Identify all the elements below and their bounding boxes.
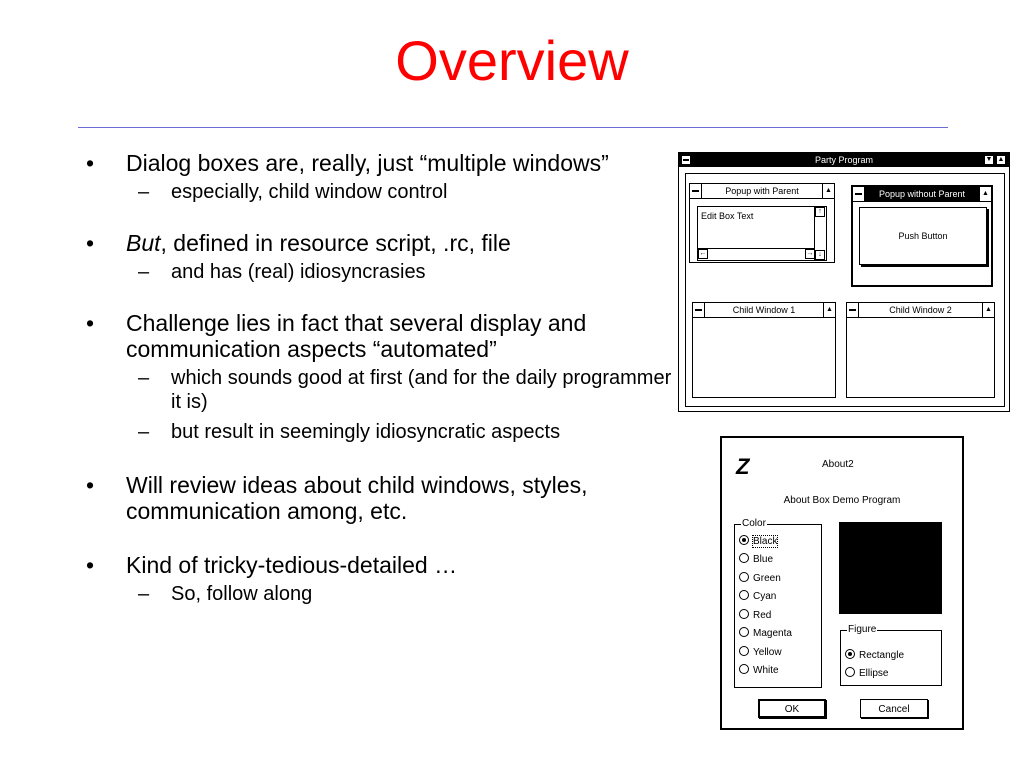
radio-label: Blue	[753, 554, 774, 565]
radio-rectangle[interactable]	[845, 649, 904, 661]
sub-bullet-item	[78, 582, 678, 606]
bullet-text: , defined in resource script, .rc, file	[160, 230, 511, 256]
radio-label: White	[753, 665, 779, 676]
groupbox-label: Figure	[848, 624, 877, 635]
party-program-window	[678, 152, 1010, 412]
maximize-icon[interactable]: ▲	[979, 187, 991, 201]
dash-icon: –	[138, 421, 150, 443]
scroll-right-icon[interactable]: →	[806, 250, 814, 257]
popup-without-parent-window	[851, 185, 993, 287]
radio-label: Cyan	[753, 591, 777, 602]
child-window-2	[846, 302, 995, 398]
scroll-down-icon[interactable]: ↓	[815, 250, 825, 260]
bullet-dot-icon: •	[86, 150, 95, 176]
radio-label: Magenta	[753, 628, 792, 639]
bullet-dot-icon: •	[86, 230, 95, 256]
bullet-item	[78, 230, 678, 256]
bullet-dot-icon: •	[86, 472, 95, 498]
bullet-item	[78, 552, 678, 578]
radio-white[interactable]	[739, 664, 779, 676]
scroll-left-icon[interactable]: ←	[699, 250, 707, 257]
sub-bullet-item	[78, 180, 678, 204]
edit-box[interactable]	[697, 206, 827, 261]
color-groupbox	[734, 518, 822, 688]
app-logo-icon: Z	[736, 454, 750, 479]
window-title: Child Window 1	[732, 305, 796, 315]
window-title: Party Program	[814, 155, 874, 165]
radio-unselected-icon	[739, 646, 749, 656]
window-title: Popup with Parent	[725, 186, 799, 196]
sub-bullet-text: especially, child window control	[171, 181, 448, 203]
vertical-scrollbar[interactable]	[814, 207, 826, 260]
title-divider	[78, 127, 948, 128]
system-menu-icon[interactable]	[690, 184, 702, 198]
radio-label: Black	[753, 536, 778, 547]
maximize-icon[interactable]: ▲	[982, 303, 994, 317]
figure-preview	[839, 522, 942, 614]
party-program-titlebar	[679, 153, 1009, 167]
radio-unselected-icon	[739, 572, 749, 582]
radio-ellipse[interactable]	[845, 667, 888, 679]
sub-bullet-text: and has (real) idiosyncrasies	[171, 261, 426, 283]
popup-with-parent-titlebar	[690, 184, 834, 199]
dash-icon: –	[138, 181, 150, 203]
popup-with-parent-window	[689, 183, 835, 263]
figure-groupbox	[840, 624, 942, 686]
system-menu-icon[interactable]	[693, 303, 705, 317]
edit-box-text: Edit Box Text	[701, 211, 754, 221]
popup-without-parent-titlebar	[853, 187, 991, 202]
radio-unselected-icon	[739, 664, 749, 674]
radio-cyan[interactable]	[739, 590, 776, 602]
maximize-icon[interactable]: ▲	[822, 184, 834, 198]
bullet-text: Will review ideas about child windows, styles, communication among, etc.	[126, 472, 588, 524]
groupbox-label: Color	[742, 518, 766, 529]
radio-unselected-icon	[845, 667, 855, 677]
sub-bullet-item	[78, 366, 678, 414]
radio-blue[interactable]	[739, 553, 773, 565]
maximize-icon[interactable]: ▲	[997, 156, 1005, 163]
child-window-1	[692, 302, 836, 398]
dialog-heading: About Box Demo Program	[783, 495, 901, 506]
bullet-item	[78, 472, 678, 524]
bullet-list	[78, 150, 678, 606]
child-window-1-titlebar	[693, 303, 835, 318]
slide-title: Overview	[395, 29, 629, 92]
bullet-item	[78, 310, 678, 362]
system-menu-icon[interactable]	[853, 187, 865, 201]
sub-bullet-item	[78, 260, 678, 284]
window-title: Child Window 2	[889, 305, 952, 315]
about2-dialog	[720, 436, 964, 730]
system-menu-icon[interactable]	[681, 155, 691, 165]
radio-label: Green	[753, 573, 781, 584]
sub-bullet-item	[78, 420, 678, 444]
party-client-area	[685, 173, 1005, 407]
radio-label: Red	[753, 610, 772, 621]
radio-magenta[interactable]	[739, 627, 792, 639]
maximize-icon[interactable]: ▲	[823, 303, 835, 317]
scroll-up-icon[interactable]: ↑	[815, 207, 825, 217]
horizontal-scrollbar[interactable]	[698, 248, 815, 260]
dialog-caption: About2	[822, 459, 854, 470]
bullet-dot-icon: •	[86, 552, 95, 578]
radio-label: Rectangle	[859, 650, 905, 661]
bullet-italic-prefix: But	[126, 230, 161, 256]
child-window-2-titlebar	[847, 303, 994, 318]
bullet-text: Kind of tricky-tedious-detailed …	[126, 552, 458, 578]
radio-label: Yellow	[753, 647, 782, 658]
radio-unselected-icon	[739, 590, 749, 600]
dash-icon: –	[138, 583, 150, 605]
radio-black[interactable]	[739, 535, 777, 547]
window-title: Popup without Parent	[878, 189, 966, 199]
minimize-icon[interactable]: ▼	[985, 156, 993, 163]
sub-bullet-text: which sounds good at first (and for the daily programmer it is)	[171, 367, 672, 413]
sub-bullet-text: So, follow along	[171, 583, 313, 605]
bullet-item	[78, 150, 678, 176]
cancel-button[interactable]: Cancel	[860, 699, 928, 718]
radio-green[interactable]	[739, 572, 781, 584]
radio-yellow[interactable]	[739, 646, 782, 658]
radio-unselected-icon	[739, 627, 749, 637]
radio-selected-icon	[845, 649, 855, 659]
radio-label: Ellipse	[859, 668, 889, 679]
sub-bullet-text: but result in seemingly idiosyncratic aspects	[171, 421, 561, 443]
system-menu-icon[interactable]	[847, 303, 859, 317]
radio-selected-icon	[739, 535, 749, 545]
ok-button[interactable]: OK	[758, 699, 826, 718]
bullet-dot-icon: •	[86, 310, 95, 336]
push-button[interactable]: Push Button	[859, 207, 987, 265]
dash-icon: –	[138, 261, 150, 283]
dash-icon: –	[138, 367, 150, 389]
bullet-text: Challenge lies in fact that several display and communication aspects “automated”	[126, 310, 587, 362]
radio-unselected-icon	[739, 553, 749, 563]
radio-red[interactable]	[739, 609, 771, 621]
radio-unselected-icon	[739, 609, 749, 619]
bullet-text: Dialog boxes are, really, just “multiple windows”	[126, 150, 609, 176]
